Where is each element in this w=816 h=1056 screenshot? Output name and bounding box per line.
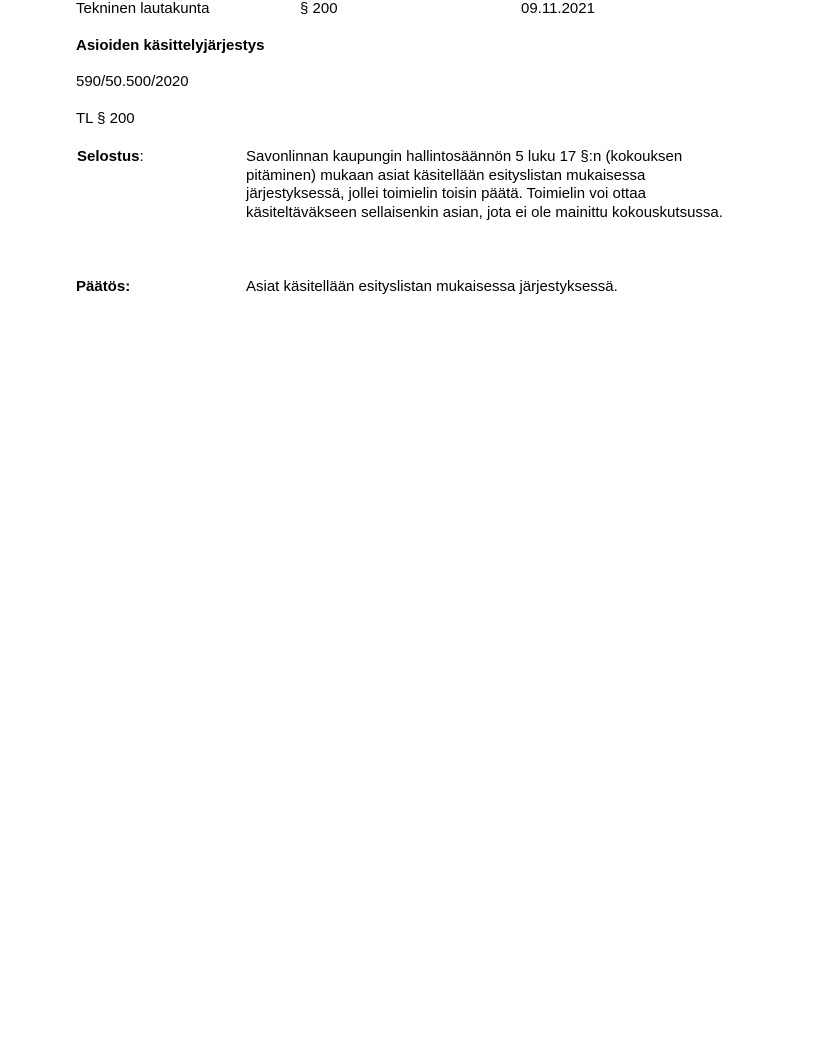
paatos-text: Asiat käsitellään esityslistan mukaisessa järjestyksessä. bbox=[246, 278, 618, 295]
paatos-label: Päätös: bbox=[76, 278, 131, 295]
committee-name: Tekninen lautakunta bbox=[76, 0, 210, 17]
record-id: 590/50.500/2020 bbox=[76, 73, 189, 90]
selostus-text: Savonlinnan kaupungin hallintosäännön 5 luku 17 §:n (kokouksen pitäminen) mukaan asiat käsitellään esityslistan mukaisessa järjestyksessä, jollei toimielin toisin päätä. Toimielin voi ottaa käsiteltäväkseen sellaisenkin asian, jota ei ole mainittu kokouskutsussa. bbox=[246, 148, 723, 221]
selostus-label-colon: : bbox=[139, 148, 144, 165]
section-number: § 200 bbox=[300, 0, 338, 17]
selostus-label bbox=[77, 148, 144, 166]
reference-line: TL § 200 bbox=[76, 110, 135, 127]
selostus-label-text: Selostus bbox=[77, 148, 140, 165]
document-title: Asioiden käsittelyjärjestys bbox=[76, 37, 265, 54]
meeting-date: 09.11.2021 bbox=[521, 0, 595, 17]
